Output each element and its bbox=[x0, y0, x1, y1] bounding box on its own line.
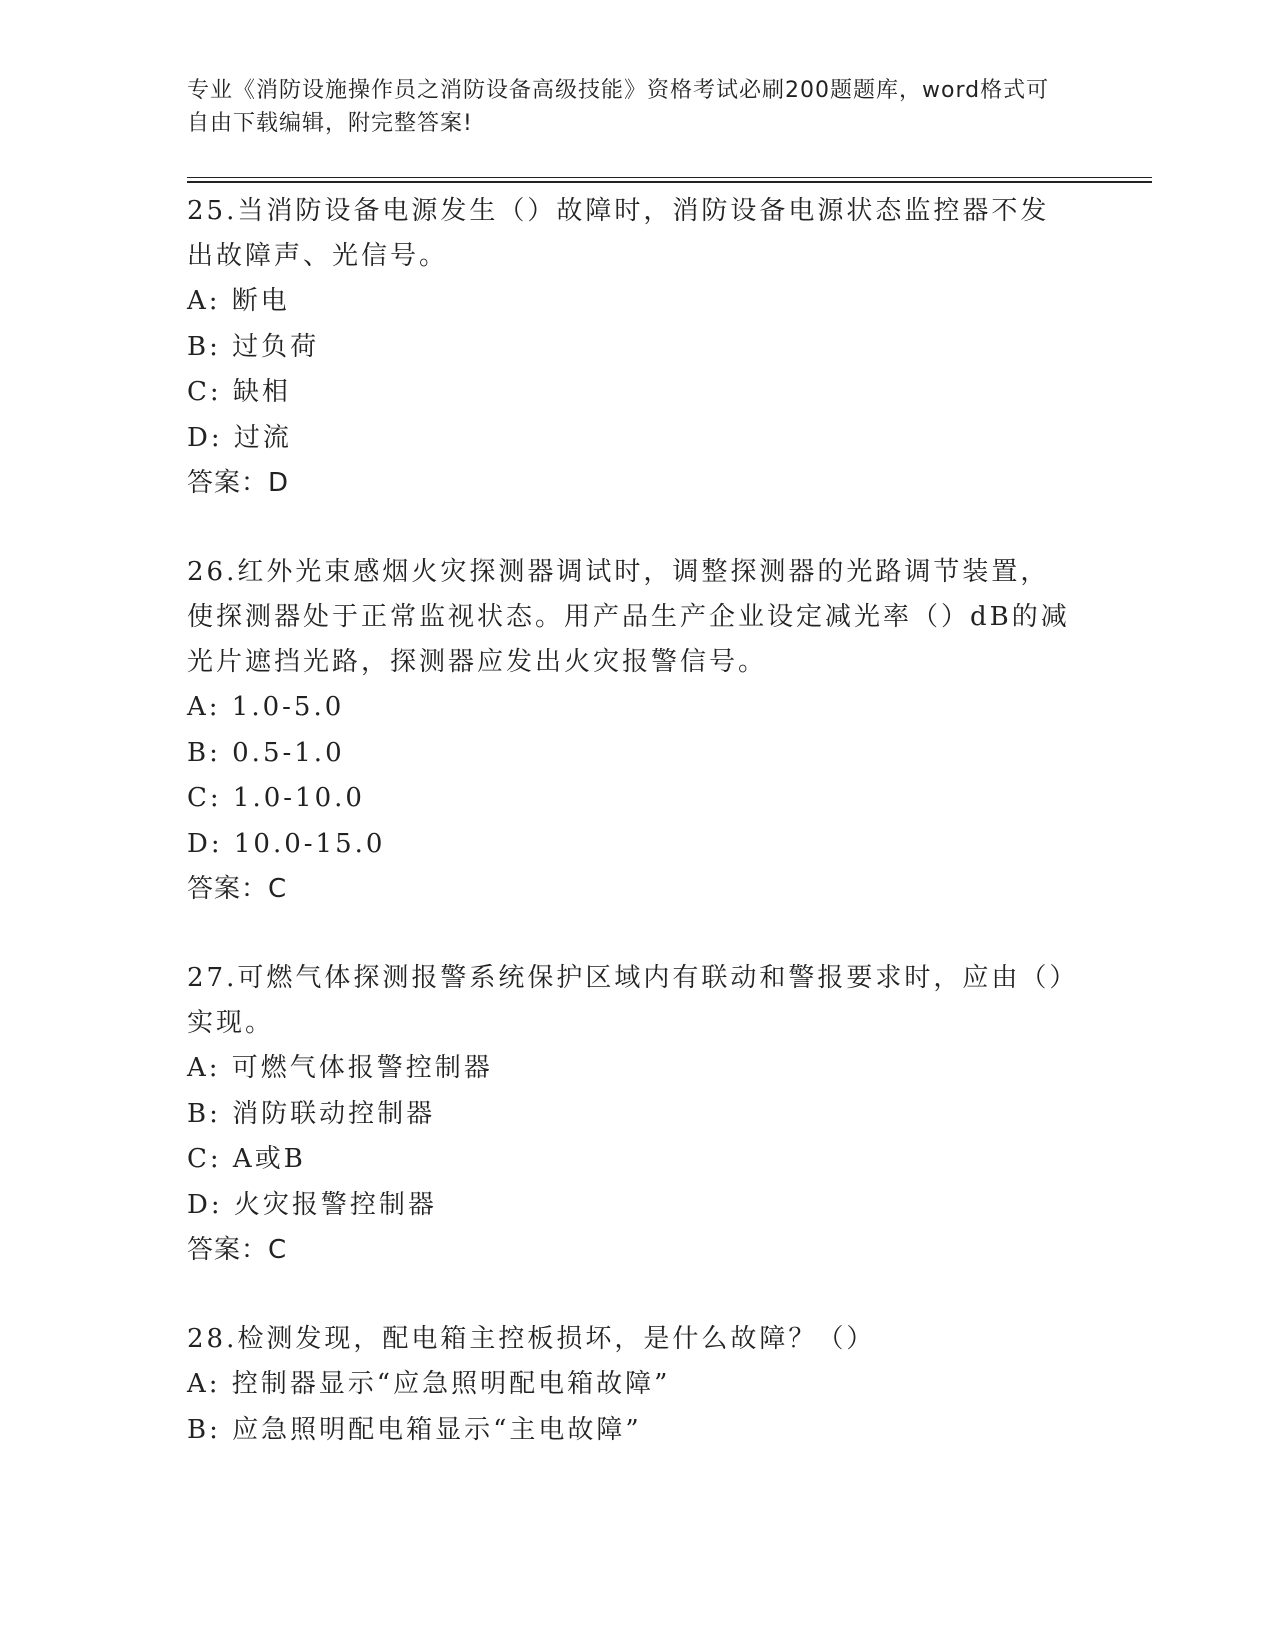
option-a: A: 可燃气体报警控制器 bbox=[187, 1053, 493, 1083]
option-d: D: 10.0-15.0 bbox=[187, 828, 386, 859]
option-b: B: 应急照明配电箱显示“主电故障” bbox=[187, 1414, 642, 1445]
option-a: A: 1.0-5.0 bbox=[187, 692, 345, 722]
header-rule-thin bbox=[187, 177, 1152, 178]
answer: 答案：C bbox=[187, 1235, 288, 1265]
option-c: C: A或B bbox=[187, 1144, 306, 1174]
question-25 bbox=[187, 189, 1077, 506]
option-a: A: 控制器显示“应急照明配电箱故障” bbox=[187, 1369, 671, 1399]
question-stem: 27.可燃气体探测报警系统保护区域内有联动和警报要求时，应由（）实现。 bbox=[187, 963, 1066, 1038]
option-b: B: 过负荷 bbox=[187, 331, 320, 362]
header-rule-thick bbox=[187, 181, 1152, 183]
option-b: B: 0.5-1.0 bbox=[187, 737, 345, 768]
answer: 答案：D bbox=[187, 468, 290, 498]
option-c: C: 1.0-10.0 bbox=[187, 783, 365, 813]
option-d: D: 过流 bbox=[187, 422, 292, 453]
answer: 答案：C bbox=[187, 874, 288, 904]
question-stem: 28.检测发现，配电箱主控板损坏，是什么故障？（） bbox=[187, 1324, 876, 1354]
document-header: 专业《消防设施操作员之消防设备高级技能》资格考试必刷200题题库，word格式可自由下载编辑，附完整答案! bbox=[187, 78, 1050, 136]
question-27 bbox=[187, 956, 1077, 1273]
question-28 bbox=[187, 1317, 1077, 1453]
option-c: C: 缺相 bbox=[187, 377, 291, 407]
question-26 bbox=[187, 550, 1077, 912]
question-stem: 26.红外光束感烟火灾探测器调试时，调整探测器的光路调节装置，使探测器处于正常监视状态。用产品生产企业设定减光率（）dB的减光片遮挡光路，探测器应发出火灾报警信号。 bbox=[187, 557, 1070, 677]
question-list bbox=[187, 189, 1077, 1453]
option-a: A: 断电 bbox=[187, 286, 290, 316]
option-b: B: 消防联动控制器 bbox=[187, 1098, 436, 1129]
question-stem: 25.当消防设备电源发生（）故障时，消防设备电源状态监控器不发出故障声、光信号。 bbox=[187, 196, 1050, 271]
option-d: D: 火灾报警控制器 bbox=[187, 1189, 437, 1220]
